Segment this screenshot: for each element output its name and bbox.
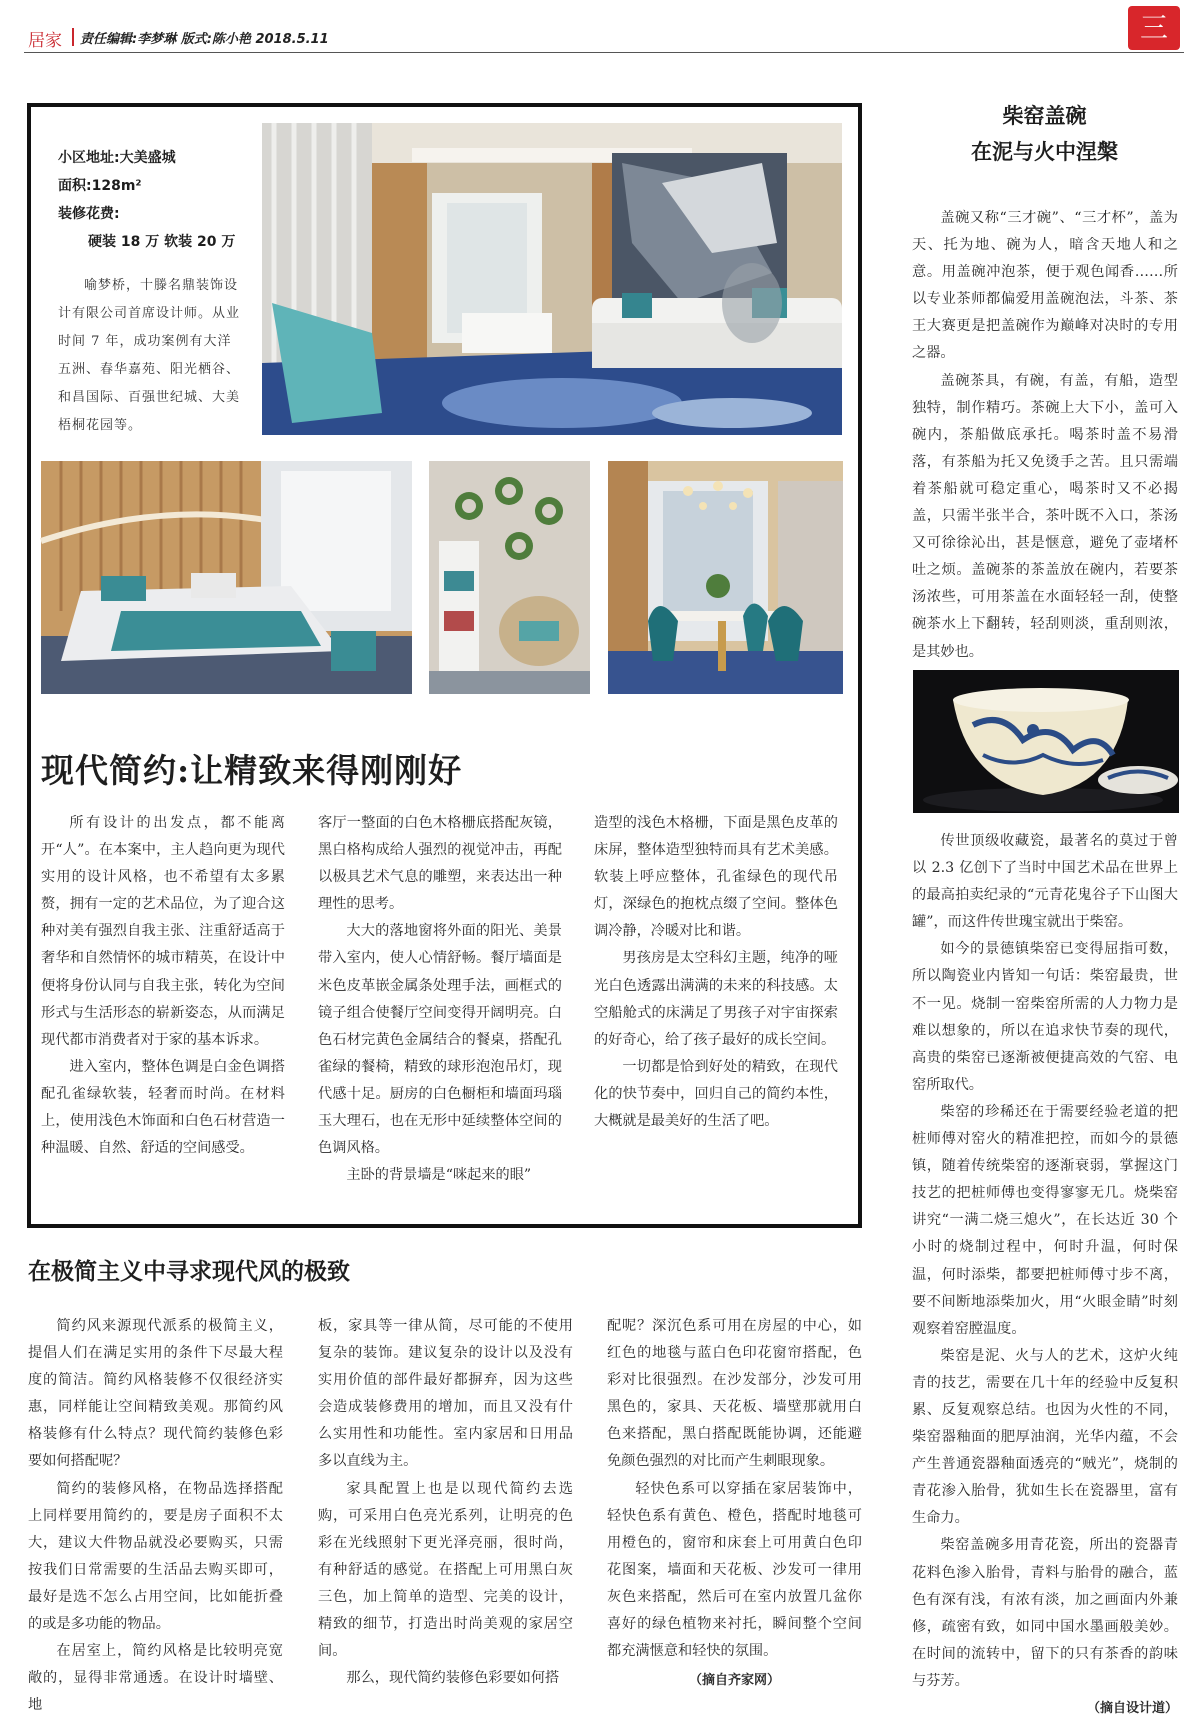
feature-column-1 xyxy=(41,810,285,1162)
sidebar-credit: （摘自设计道） xyxy=(1086,1701,1178,1716)
page-number-icon: 三 xyxy=(1128,6,1180,50)
paragraph: 进入室内，整体色调是白金色调搭配孔雀绿软装，轻奢而时尚。在材料上，使用浅色木饰面和白色石材营造一种温暖、自然、舒适的空间感受。 xyxy=(41,1058,285,1157)
paragraph: 板，家具等一律从简，尽可能的不使用复杂的装饰。建议复杂的设计以及没有实用价值的部件最好都摒弃，因为这些会造成装修费用的增加，而且又没有什么实用性和功能性。室内家居和日用品多以直线为主。 xyxy=(318,1318,573,1470)
cost-label: 装修花费: xyxy=(58,206,120,222)
paragraph: 简约风来源现代派系的极简主义，提倡人们在满足实用的条件下尽最大程度的简洁。简约风格装修不仅很经济实惠，同样能让空间精致美观。那简约风格装修有什么特点？现代简约装修色彩要如何搭配呢？ xyxy=(28,1318,283,1470)
paragraph: 传世顶级收藏瓷，最著名的莫过于曾以 2.3 亿创下了当时中国艺术品在世界上的最高拍卖纪录的“元青花鬼谷子下山图大罐”，而这件传世瑰宝就出于柴窑。 xyxy=(912,833,1178,931)
designer-bio: 喻梦桥，十滕名鼎装饰设计有限公司首席设计师。从业时间 7 年，成功案例有大洋五洲、春华嘉苑、阳光栖谷、和昌国际、百强世纪城、大美梧桐花园等。 xyxy=(58,278,241,433)
sidebar-title-line1: 柴窑盖碗 xyxy=(1002,103,1087,128)
section-label: 居家 xyxy=(28,31,62,51)
paragraph: 男孩房是太空科幻主题，纯净的哑光白色透露出满满的未来的科技感。太空船舱式的床满足了男孩子对宇宙探索的好奇心，给了孩子最好的成长空间。 xyxy=(594,950,838,1048)
paragraph: 客厅一整面的白色木格栅底搭配灰镜，黑白格构成给人强烈的视觉冲击，再配以极具艺术气息的雕塑，来表达出一种理性的思考。 xyxy=(318,815,562,913)
paragraph: 在居室上，简约风格是比较明亮宽敞的，显得非常通透。在设计时墙壁、地 xyxy=(28,1643,283,1714)
section2-column-2 xyxy=(318,1313,573,1692)
paragraph: 一切都是恰到好处的精致，在现代化的快节奏中，回归自己的简约本性，大概就是最美好的生活了吧。 xyxy=(594,1058,838,1130)
paragraph: 轻快色系可以穿插在家居装饰中，轻快色系有黄色、橙色，搭配时地毯可用橙色的，窗帘和床套上可用黄白色印花图案，墙面和天花板、沙发可一律用灰色来搭配，然后可在室内放置几盆你喜好的绿色植物来衬托，瞬间整个空间都充满惬意和轻快的氛围。 xyxy=(607,1480,862,1660)
project-info xyxy=(58,144,248,256)
cost-values: 硬装 18 万 软装 20 万 xyxy=(88,234,236,250)
paragraph: 那么，现代简约装修色彩要如何搭 xyxy=(346,1670,560,1687)
master-bedroom-photo xyxy=(41,461,412,694)
paragraph: 配呢？深沉色系可用在房屋的中心，如红色的地毯与蓝白色印花窗帘搭配，色彩对比很强烈。在沙发部分，沙发可用黑色的，家具、天花板、墙壁那就用白色来搭配，黑白搭配既能协调，还能避免颜色强烈的对比而产生刺眼现象。 xyxy=(607,1318,862,1470)
feature-column-2 xyxy=(318,810,562,1189)
sidebar-title xyxy=(912,98,1177,170)
living-room-photo xyxy=(262,123,842,435)
area-line: 面积:128m² xyxy=(58,178,142,194)
paragraph: 盖碗又称“三才碗”、“三才杯”，盖为天、托为地、碗为人，暗含天地人和之意。用盖碗冲泡茶，便于观色闻香……所以专业茶师都偏爱用盖碗泡法，斗茶、茶王大赛更是把盖碗作为巅峰对决时的专用之器。 xyxy=(912,210,1178,362)
section2-column-3 xyxy=(607,1313,862,1694)
paragraph: 柴窑的珍稀还在于需要经验老道的把桩师傅对窑火的精准把控，而如今的景德镇，随着传统柴窑的逐渐衰弱，掌握这门技艺的把桩师傅也变得寥寥无几。烧柴窑讲究“一满二烧三熄火”，在长达近 30 个小时的烧制过程中，何时升温，何时保温，何时添柴，都要把桩师傅寸步不离，要不间断地添柴加火，用“火眼金睛”时刻观察着窑膛温度。 xyxy=(912,1103,1178,1337)
section2-column-1 xyxy=(28,1313,283,1719)
dining-room-photo xyxy=(608,461,843,694)
section2-credit: （摘自齐家网） xyxy=(688,1673,780,1689)
paragraph: 造型的浅色木格栅，下面是黑色皮革的床屏，整体造型独特而具有艺术美感。软装上呼应整体，孔雀绿色的现代吊灯，深绿色的抱枕点缀了空间。整体色调冷静，冷暖对比和谐。 xyxy=(594,815,838,940)
editor-meta: 责任编辑:李梦琳 版式:陈小艳 2018.5.11 xyxy=(80,32,329,47)
paragraph: 柴窑是泥、火与人的艺术，这炉火纯青的技艺，需要在几十年的经验中反复积累、反复观察总结。也因为火性的不同，柴窑器釉面的肥厚油润，光华内蕴，不会产生普通瓷器釉面透亮的“贼光”，烧制的青花渗入胎骨，犹如生长在瓷器里，富有生命力。 xyxy=(912,1347,1178,1527)
paragraph: 所有设计的出发点，都不能离开“人”。在本案中，主人趋向更为现代实用的设计风格，也不希望有太多累赘，拥有一定的艺术品位，为了迎合这种对美有强烈自我主张、注重舒适高于奢华和自然情怀的城市精英，在设计中便将身份认同与自我主张，转化为空间形式与生活形态的崭新姿态，从而满足现代都市消费者对于家的基本诉求。 xyxy=(41,815,285,1048)
paragraph: 大大的落地窗将外面的阳光、美景带入室内，使人心情舒畅。餐厅墙面是米色皮革嵌金属条处理手法，画框式的镜子组合使餐厅空间变得开阔明亮。白色石材完黄色金属结合的餐桌，搭配孔雀绿的餐椅，精致的球形泡泡吊灯，现代感十足。厨房的白色橱柜和墙面玛瑙玉大理石，也在无形中延续整体空间的色调风格。 xyxy=(318,923,562,1157)
sidebar-title-line2: 在泥与火中涅槃 xyxy=(971,139,1118,164)
paragraph: 家具配置上也是以现代简约去选购，可采用白色亮光系列，让明亮的色彩在光线照射下更光泽亮丽，很时尚，有种舒适的感觉。在搭配上可用黑白灰三色，加上简单的造型、完美的设计，精致的细节，打造出时尚美观的家居空间。 xyxy=(318,1480,573,1660)
paragraph: 简约的装修风格，在物品选择搭配上同样要用简约的，要是房子面积不太大，建议大件物品就没必要购买，只需按我们日常需要的生活品去购买即可，最好是选不怎么占用空间，比如能折叠的或是多功能的物品。 xyxy=(28,1480,283,1633)
header-rule xyxy=(24,52,1184,53)
corner-nook-photo xyxy=(429,461,590,694)
section2-title: 在极简主义中寻求现代风的极致 xyxy=(28,1258,350,1285)
feature-column-3 xyxy=(594,810,838,1135)
paragraph: 柴窑盖碗多用青花瓷，所出的瓷器青花料色渗入胎骨，青料与胎骨的融合，蓝色有深有浅，有浓有淡，加之画面内外兼修，疏密有致，如同中国水墨画般美妙。在时间的流转中，留下的只有茶香的韵味与芬芳。 xyxy=(912,1537,1178,1689)
teacup-photo xyxy=(913,670,1179,813)
feature-headline: 现代简约:让精致来得刚刚好 xyxy=(41,751,463,790)
address-line: 小区地址:大美盛城 xyxy=(58,150,176,166)
header-divider xyxy=(72,28,74,46)
paragraph: 如今的景德镇柴窑已变得屈指可数，所以陶瓷业内皆知一句话：柴窑最贵，世不一见。烧制一窑柴窑所需的人力物力是难以想象的，所以在追求快节奏的现代，高贵的柴窑已逐渐被便捷高效的气窑、电窑所取代。 xyxy=(912,941,1178,1093)
sidebar-text-top xyxy=(912,205,1178,666)
paragraph: 主卧的背景墙是“咪起来的眼” xyxy=(346,1167,532,1184)
paragraph: 盖碗茶具，有碗，有盖，有船，造型独特，制作精巧。茶碗上大下小，盖可入碗内，茶船做底承托。喝茶时盖不易滑落，有茶船为托又免烫手之苦。且只需端着茶船就可稳定重心，喝茶时又不必揭盖，只需半张半合，茶叶既不入口，茶汤又可徐徐沁出，甚是惬意，避免了壶堵杯吐之烦。盖碗茶的茶盖放在碗内，若要茶汤浓些，可用茶盖在水面轻轻一刮，使整碗茶水上下翻转，轻刮则淡，重刮则浓，是其妙也。 xyxy=(912,372,1178,660)
sidebar-text-bottom xyxy=(912,828,1178,1722)
